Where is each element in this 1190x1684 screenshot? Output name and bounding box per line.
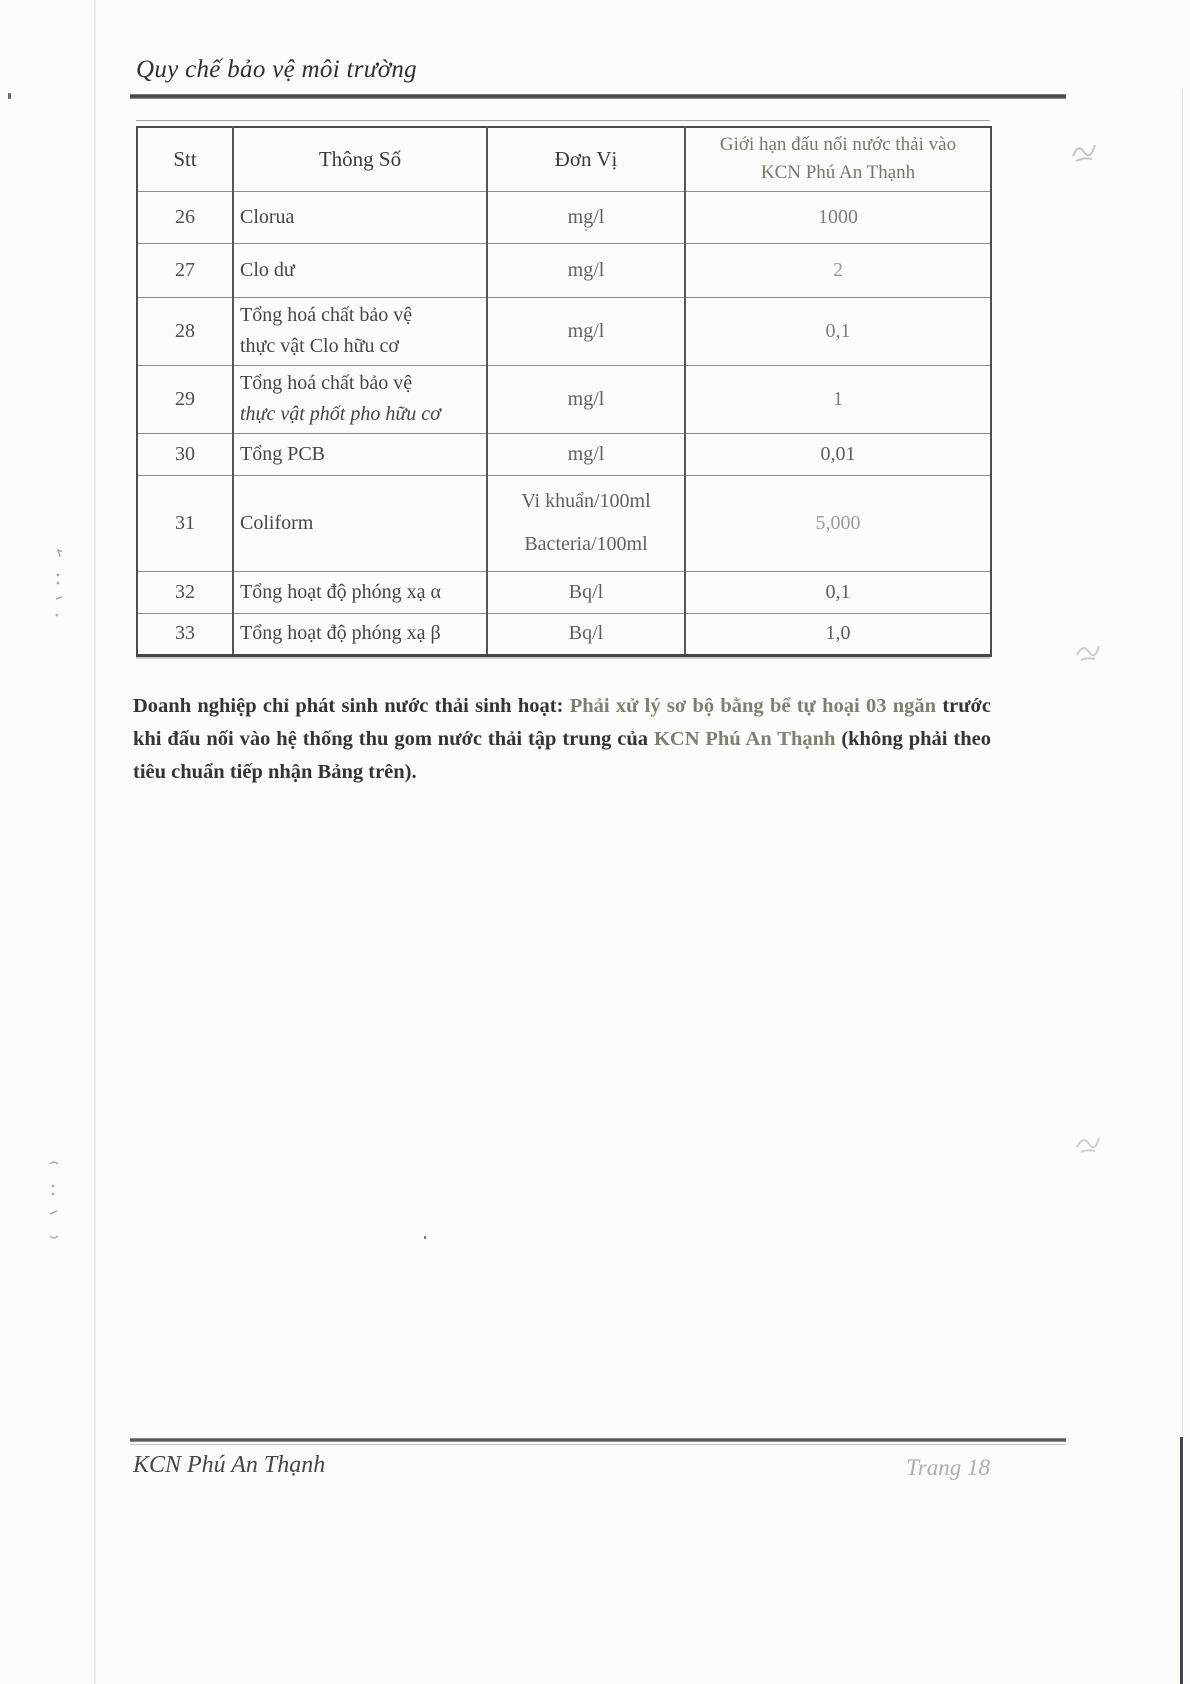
cell-param: Tổng hoạt độ phóng xạ α [233,571,487,613]
cell-unit: mg/l [487,433,685,475]
cell-param: Clo dư [233,243,487,297]
unit-line2: Bacteria/100ml [524,533,648,555]
cell-unit: Bq/l [487,571,685,613]
cell-stt: 32 [137,571,233,613]
col-header-limit-line1: Giới hạn đấu nối nước thải vào [719,133,957,155]
title-underline [130,94,1066,99]
col-header-stt: Stt [137,127,233,191]
param-line1: Tổng hoá chất bảo vệ [240,304,413,326]
cell-unit: mg/l [487,365,685,433]
footer-page-number: Trang 18 [906,1455,990,1480]
cell-unit [487,475,685,571]
scan-speck [8,93,11,99]
footer-rule-shadow [130,1444,1066,1445]
param-line2: thực vật phốt pho hữu cơ [240,403,441,425]
table-row [137,243,991,297]
cell-param: Clorua [233,191,487,243]
scan-edge-faint [1182,90,1183,1437]
cell-unit: mg/l [487,191,685,243]
cell-stt: 28 [137,297,233,365]
table-header-row [137,127,991,191]
cell-limit: 1000 [685,191,991,243]
cell-limit: 2 [685,243,991,297]
cell-limit: 1,0 [685,613,991,655]
param-line1: Tổng hoá chất bảo vệ [240,372,413,394]
cell-stt: 29 [137,365,233,433]
col-header-limit [685,127,991,191]
cell-unit: mg/l [487,297,685,365]
footer-rule [130,1438,1066,1442]
parameters-table [136,126,992,657]
cell-limit: 0,1 [685,297,991,365]
scan-mark [52,545,66,625]
cell-param: Tổng hoạt độ phóng xạ β [233,613,487,655]
cell-limit: 0,1 [685,571,991,613]
scan-fold-line [94,0,96,1684]
table-row [137,475,991,571]
table-row [137,433,991,475]
cell-stt: 31 [137,475,233,571]
col-header-limit-line2: KCN Phú An Thạnh [760,162,916,184]
scan-mark [1074,1130,1102,1156]
cell-param [233,297,487,365]
cell-limit: 5,000 [685,475,991,571]
note-seg3: trước khi đấu nối vào hệ thống thu gom nước thải tập trung của [133,695,991,750]
footer-company: KCN Phú An Thạnh [133,1452,326,1478]
cell-unit: mg/l [487,243,685,297]
table-row [137,191,991,243]
scan-mark [46,1158,62,1246]
cell-unit: Bq/l [487,613,685,655]
col-header-unit: Đơn Vị [487,127,685,191]
cell-limit: 0,01 [685,433,991,475]
col-header-param: Thông Số [233,127,487,191]
table-row [137,365,991,433]
table-row [137,297,991,365]
table-row [137,613,991,655]
note-paragraph [133,690,991,788]
scan-mark [1070,138,1098,164]
note-seg2: Phải xử lý sơ bộ bằng bể tự hoại 03 ngăn [569,695,943,717]
cell-limit: 1 [685,365,991,433]
cell-stt: 30 [137,433,233,475]
note-seg5: (không phải theo tiêu chuẩn tiếp nhận Bảng trên). [133,727,991,783]
cell-param: Coliform [233,475,487,571]
table-bottom-scanline [136,657,990,659]
scan-edge-shadow [1180,1437,1183,1684]
cell-stt: 33 [137,613,233,655]
param-line2: thực vật Clo hữu cơ [240,335,399,357]
cell-param: Tổng PCB [233,433,487,475]
page-title: Quy chế bảo vệ môi trường [136,56,417,83]
cell-stt: 26 [137,191,233,243]
note-seg4: KCN Phú An Thạnh [653,727,842,750]
scan-mark [1074,638,1102,664]
cell-param [233,365,487,433]
scan-speck [424,1236,426,1239]
table-row [137,571,991,613]
table-top-scanline [136,120,990,121]
unit-line1: Vi khuẩn/100ml [521,490,651,512]
cell-stt: 27 [137,243,233,297]
note-seg1: Doanh nghiệp chỉ phát sinh nước thải sinh hoạt: [133,695,570,717]
